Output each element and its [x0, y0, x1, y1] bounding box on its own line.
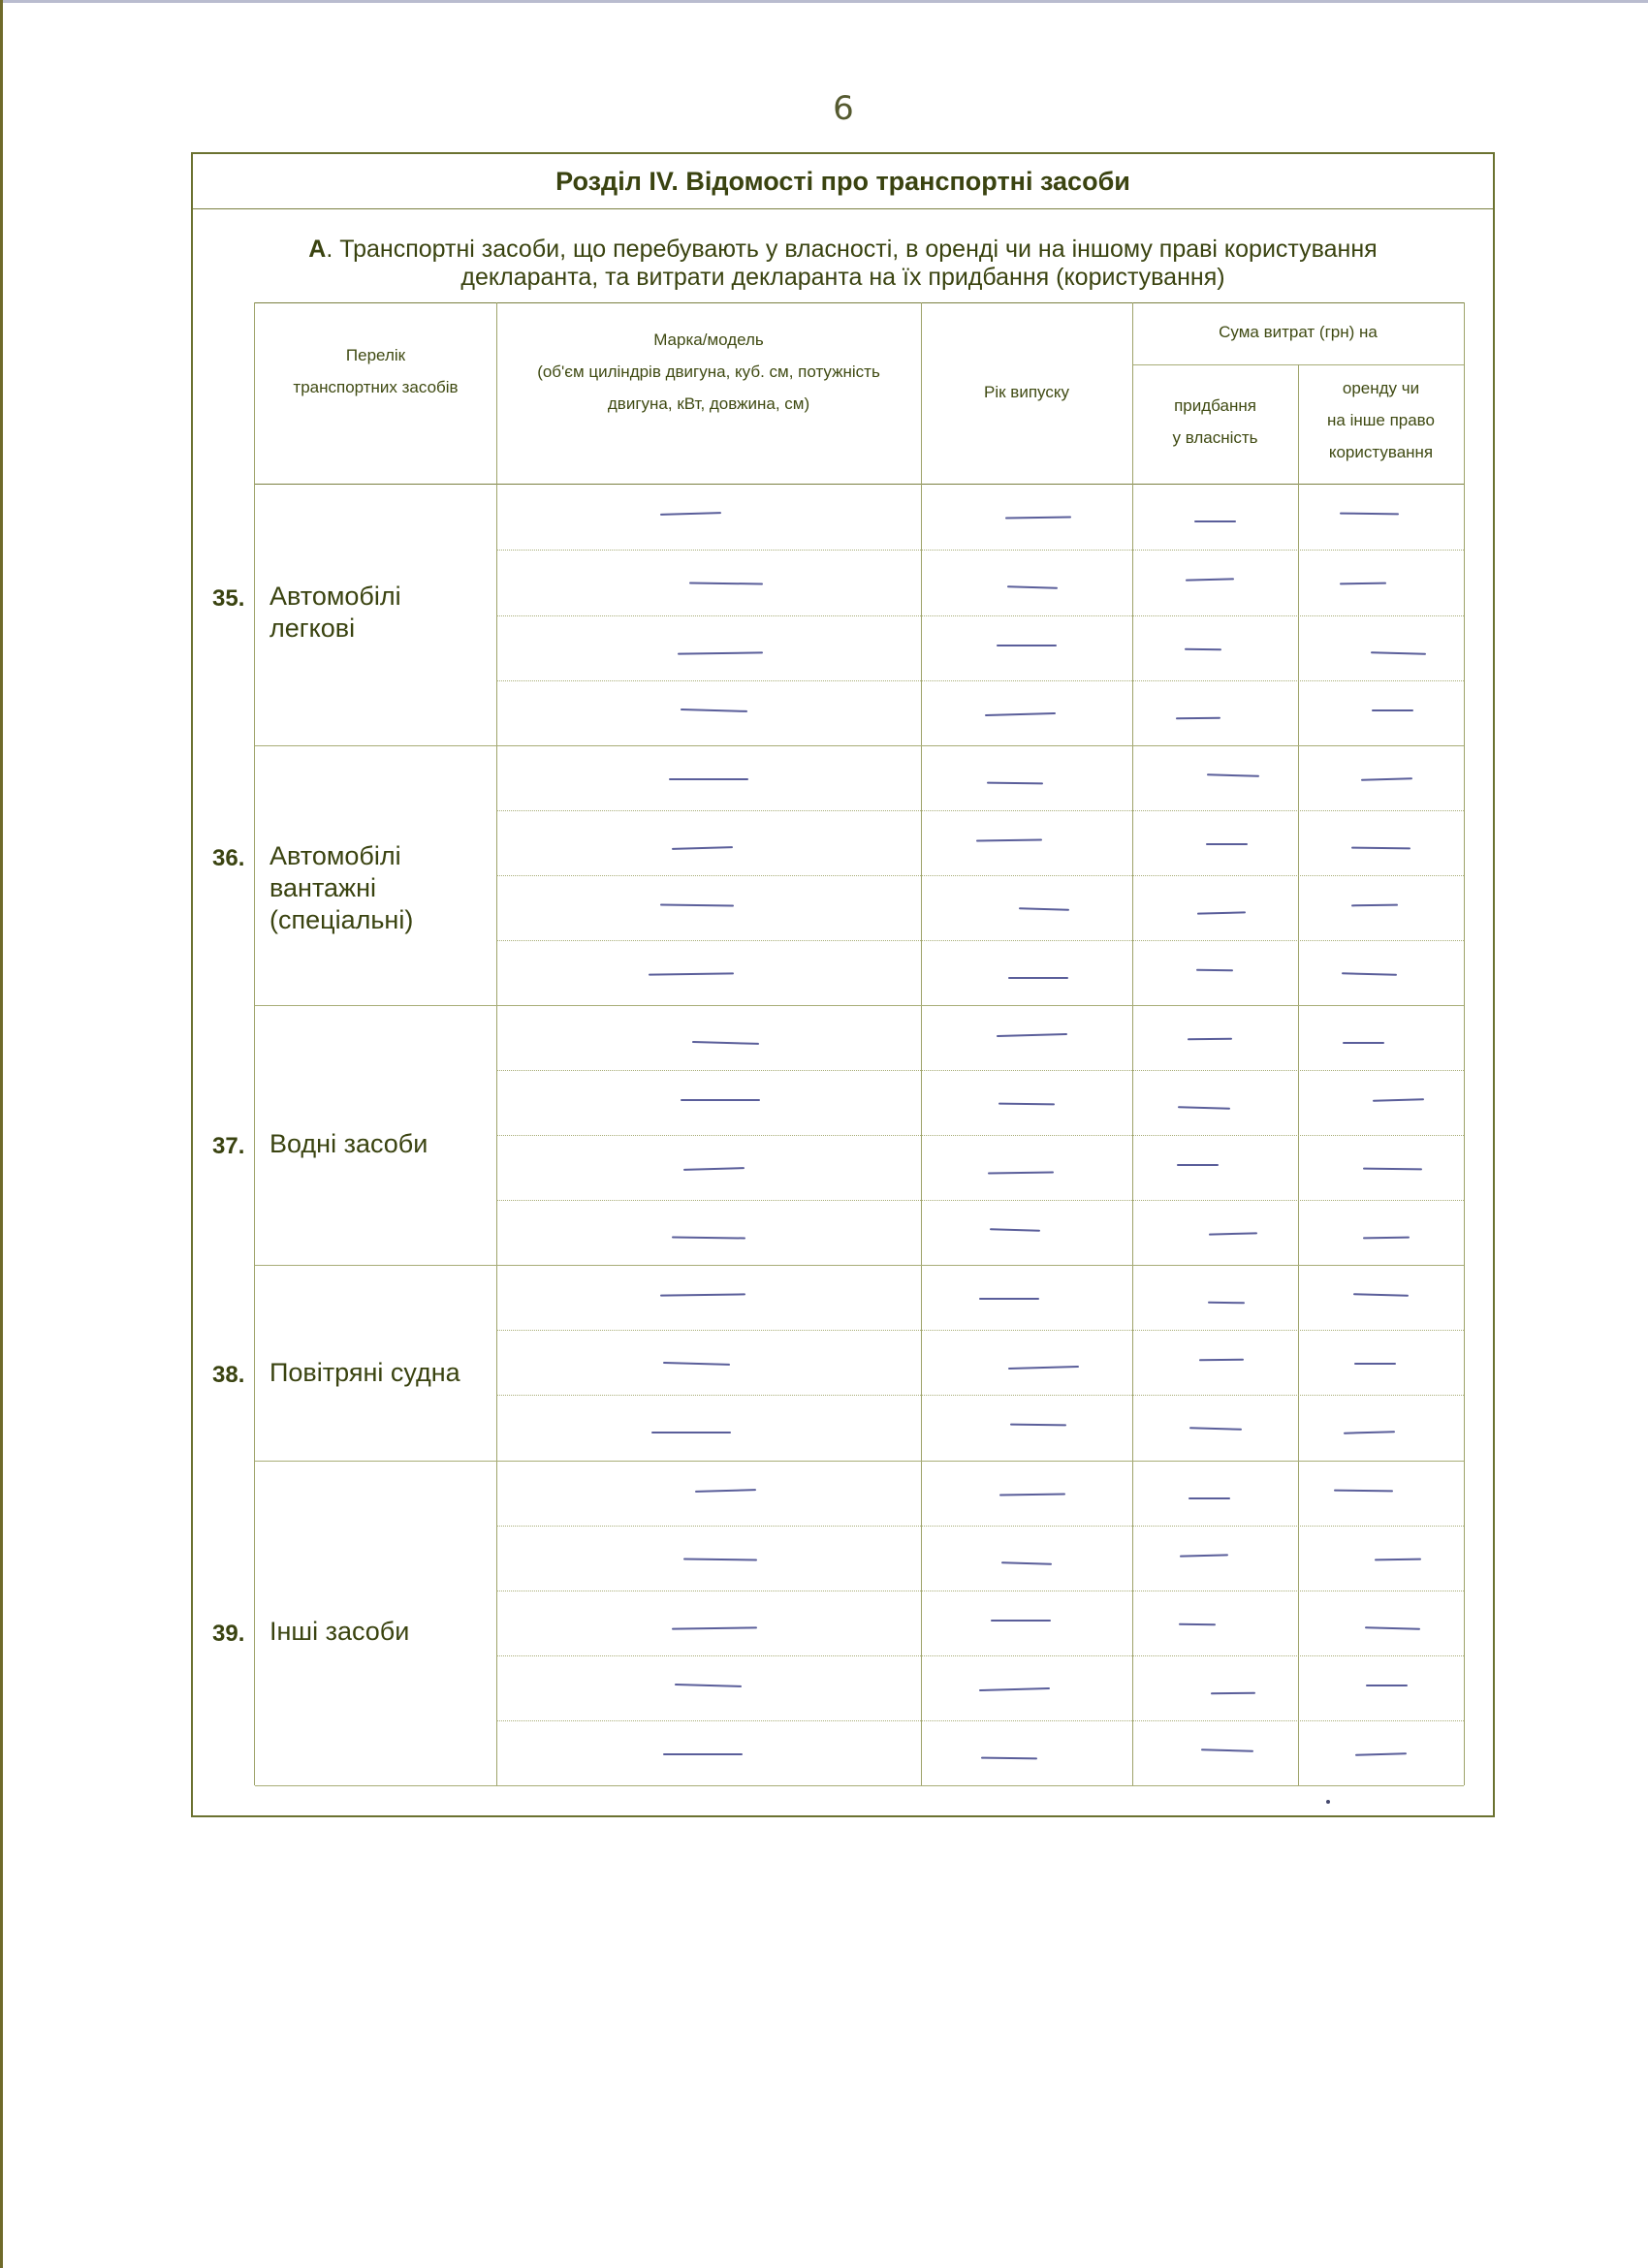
group-separator-38: [255, 1265, 1464, 1266]
ink-dash: [1343, 1042, 1385, 1044]
ink-dash: [1185, 647, 1221, 650]
ink-dash: [1361, 777, 1412, 780]
ink-dash: [1177, 1164, 1218, 1166]
row-line: [496, 1330, 1464, 1331]
ink-dash: [1208, 1301, 1245, 1304]
ink-dash: [1334, 1489, 1393, 1492]
ink-dash: [1365, 1626, 1420, 1630]
header-model-line2: (об'єм циліндрів двигуна, куб. см, потужність: [537, 362, 880, 381]
category-38-label: [269, 1357, 460, 1389]
category-38-number: 38.: [212, 1362, 245, 1388]
row-line: [496, 1070, 1464, 1071]
col-divider-2: [921, 302, 922, 1785]
category-36-line3: (спеціальні): [269, 905, 414, 934]
category-39-label: [269, 1616, 409, 1648]
header-list: [255, 339, 496, 403]
header-purchase: [1132, 390, 1298, 454]
ink-dash: [997, 1032, 1067, 1036]
header-list-line2: транспортних засобів: [293, 378, 459, 396]
category-39-number: 39.: [212, 1621, 245, 1647]
ink-dash: [1371, 651, 1426, 655]
ink-dash: [663, 1753, 743, 1755]
ink-dash: [991, 1620, 1052, 1622]
ink-dash: [681, 1099, 760, 1101]
col-divider-4: [1298, 364, 1299, 1785]
ink-dash: [672, 1236, 745, 1239]
header-rent-line3: користування: [1328, 443, 1434, 461]
ink-dash: [1351, 846, 1410, 849]
ink-dot: [1326, 1800, 1330, 1804]
header-model: [496, 324, 921, 420]
ink-dash: [1351, 903, 1398, 906]
category-36-number: 36.: [212, 845, 245, 871]
subsection-title-text1: . Транспортні засоби, що перебувають у власності, в оренді чи на іншому праві користування: [326, 236, 1378, 263]
group-separator-36: [255, 745, 1464, 746]
row-line: [496, 1526, 1464, 1527]
ink-dash: [979, 1686, 1050, 1690]
header-rent-line2: на інше право: [1327, 411, 1435, 429]
ink-dash: [683, 1558, 757, 1560]
category-35-number: 35.: [212, 585, 245, 612]
page-number: 6: [833, 89, 854, 128]
scan-edge-top: [0, 0, 1648, 3]
ink-dash: [1001, 1561, 1052, 1564]
header-expenses: Сума витрат (грн) на: [1219, 323, 1378, 341]
row-line: [496, 615, 1464, 616]
ink-dash: [1019, 907, 1069, 910]
ink-dash: [672, 1626, 757, 1629]
ink-dash: [1007, 585, 1058, 588]
ink-dash: [1363, 1167, 1422, 1170]
row-line: [496, 1655, 1464, 1656]
row-line: [496, 1395, 1464, 1396]
scan-edge-left: [0, 0, 3, 2268]
row-line: [496, 1200, 1464, 1201]
ink-dash: [1366, 1685, 1409, 1686]
header-model-line3: двигуна, кВт, довжина, см): [607, 394, 810, 413]
category-35-line2: легкові: [269, 614, 356, 643]
ink-dash: [692, 1041, 759, 1045]
table-top-border: [255, 302, 1464, 303]
ink-dash: [1178, 1106, 1230, 1109]
ink-dash: [985, 711, 1056, 715]
ink-dash: [689, 582, 763, 584]
ink-dash: [1373, 1098, 1424, 1101]
ink-dash: [1209, 1232, 1257, 1235]
ink-dash: [1188, 1497, 1229, 1499]
group-separator-37: [255, 1005, 1464, 1006]
header-year: Рік випуску: [984, 383, 1069, 401]
ink-dash: [1008, 1365, 1079, 1369]
ink-dash: [695, 1489, 756, 1493]
ink-dash: [1179, 1622, 1216, 1625]
category-39-line1: Інші засоби: [269, 1617, 410, 1646]
ink-dash: [997, 645, 1058, 646]
ink-dash: [1353, 1293, 1409, 1297]
category-37-number: 37.: [212, 1133, 245, 1159]
ink-dash: [999, 1493, 1065, 1496]
category-35-label: [269, 581, 401, 645]
ink-dash: [1372, 709, 1414, 711]
ink-dash: [681, 709, 747, 712]
header-model-line1: Марка/модель: [653, 331, 764, 349]
category-35-line1: Автомобілі: [269, 582, 401, 611]
ink-dash: [1363, 1236, 1410, 1239]
ink-dash: [1206, 843, 1247, 845]
category-36-line1: Автомобілі: [269, 841, 401, 870]
ink-dash: [649, 972, 734, 975]
ink-dash: [660, 1293, 745, 1296]
category-37-line1: Водні засоби: [269, 1129, 428, 1158]
ink-dash: [1199, 1358, 1244, 1361]
ink-dash: [1340, 513, 1399, 516]
ink-dash: [1340, 583, 1386, 585]
ink-dash: [1201, 1748, 1253, 1751]
header-rent-line1: оренду чи: [1342, 379, 1420, 397]
ink-dash: [669, 778, 748, 780]
category-37-label: [269, 1128, 428, 1160]
ink-dash: [1355, 1752, 1407, 1755]
ink-dash: [651, 1432, 731, 1433]
category-36-label: [269, 840, 413, 936]
ink-dash: [1196, 968, 1233, 971]
ink-dash: [990, 1228, 1040, 1231]
ink-dash: [1211, 1691, 1255, 1694]
ink-dash: [987, 781, 1043, 784]
ink-dash: [672, 846, 733, 850]
ink-dash: [1176, 716, 1220, 719]
row-line: [496, 680, 1464, 681]
ink-dash: [1010, 1424, 1066, 1427]
ink-dash: [1375, 1558, 1421, 1560]
table-bottom-border: [255, 1785, 1464, 1786]
section-title: Розділ IV. Відомості про транспортні засоби: [193, 154, 1493, 209]
vehicles-table: [212, 302, 1465, 1785]
row-line: [496, 550, 1464, 551]
group-separator-39: [255, 1461, 1464, 1462]
subsection-letter: А: [308, 236, 327, 263]
category-38-line1: Повітряні судна: [269, 1358, 460, 1387]
ink-dash: [981, 1756, 1037, 1759]
row-line: [496, 810, 1464, 811]
section-iv-box: [191, 152, 1495, 1817]
ink-dash: [1189, 1427, 1242, 1430]
ink-dash: [988, 1171, 1054, 1174]
header-list-line1: Перелік: [345, 346, 406, 364]
ink-dash: [683, 1167, 745, 1171]
subsection-title-line1: [251, 236, 1435, 264]
ink-dash: [1194, 520, 1235, 522]
header-bottom-border: [255, 484, 1464, 485]
ink-dash: [663, 1362, 730, 1366]
ink-dash: [1342, 972, 1397, 976]
ink-dash: [1344, 1431, 1395, 1433]
row-line: [496, 940, 1464, 941]
header-purchase-line2: у власність: [1172, 428, 1258, 447]
ink-dash: [1354, 1363, 1397, 1365]
ink-dash: [1005, 517, 1071, 520]
ink-dash: [1186, 578, 1234, 581]
ink-dash: [1207, 773, 1259, 776]
ink-dash: [675, 1684, 742, 1687]
ink-dash: [979, 1298, 1040, 1300]
ink-dash: [1008, 977, 1069, 979]
ink-dash: [976, 838, 1042, 841]
ink-dash: [678, 651, 763, 654]
category-36-line2: вантажні: [269, 873, 377, 902]
subsection-a-title: [251, 236, 1435, 292]
header-purchase-line1: придбання: [1174, 396, 1256, 415]
ink-dash: [1180, 1554, 1228, 1557]
row-line: [496, 1135, 1464, 1136]
row-line: [496, 1720, 1464, 1721]
col-divider-3: [1132, 302, 1133, 1785]
ink-dash: [998, 1102, 1055, 1105]
col-divider-1: [496, 302, 497, 1785]
ink-dash: [1188, 1037, 1232, 1040]
header-rent: [1298, 372, 1464, 468]
subsection-title-line2: декларанта, та витрати декларанта на їх придбання (користування): [460, 264, 1225, 291]
ink-dash: [660, 512, 721, 516]
row-line: [496, 875, 1464, 876]
ink-dash: [1197, 911, 1246, 914]
ink-dash: [660, 903, 734, 906]
